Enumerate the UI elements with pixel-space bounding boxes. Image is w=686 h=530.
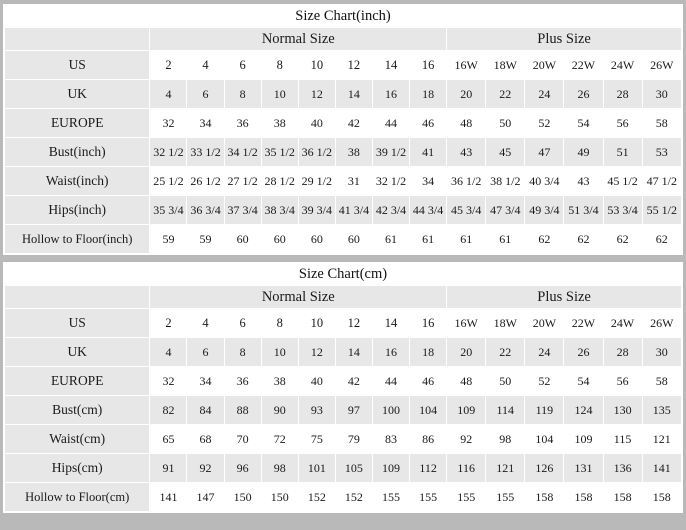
cell: 24 <box>525 338 564 367</box>
cell: 6 <box>224 309 261 338</box>
page-title: Size Chart(cm) <box>5 264 682 286</box>
cell: 18 <box>410 80 447 109</box>
cell: 97 <box>335 396 372 425</box>
cell: 4 <box>150 80 187 109</box>
table-title-row <box>5 6 682 28</box>
cell: 8 <box>224 80 261 109</box>
cell: 24 <box>525 80 564 109</box>
row-label-hips: Hips(inch) <box>5 196 150 225</box>
cell: 54 <box>564 109 603 138</box>
cell: 12 <box>298 80 335 109</box>
table-row-waist <box>5 425 682 454</box>
cell: 52 <box>525 367 564 396</box>
table-row-bust <box>5 138 682 167</box>
cell: 40 3/4 <box>525 167 564 196</box>
cell: 61 <box>410 225 447 254</box>
table-row-waist <box>5 167 682 196</box>
cell: 79 <box>335 425 372 454</box>
table-row-hips <box>5 196 682 225</box>
cell: 158 <box>642 483 681 512</box>
cell: 44 <box>372 109 409 138</box>
row-label-us: US <box>5 51 150 80</box>
cell: 16 <box>372 338 409 367</box>
cell: 42 <box>335 109 372 138</box>
cell: 131 <box>564 454 603 483</box>
cell: 34 1/2 <box>224 138 261 167</box>
cell: 45 3/4 <box>447 196 486 225</box>
cell: 136 <box>603 454 642 483</box>
cell: 49 3/4 <box>525 196 564 225</box>
cell: 51 <box>603 138 642 167</box>
cell: 26W <box>642 309 681 338</box>
cell: 60 <box>335 225 372 254</box>
cell: 147 <box>187 483 224 512</box>
cell: 92 <box>187 454 224 483</box>
row-label-us: US <box>5 309 150 338</box>
cell: 16 <box>410 51 447 80</box>
size-chart-inch <box>3 4 683 255</box>
cell: 43 <box>564 167 603 196</box>
cell: 29 1/2 <box>298 167 335 196</box>
cell: 46 <box>410 367 447 396</box>
cell: 18W <box>486 51 525 80</box>
cell: 2 <box>150 51 187 80</box>
cell: 62 <box>642 225 681 254</box>
cell: 47 1/2 <box>642 167 681 196</box>
table-row-us <box>5 309 682 338</box>
cell: 43 <box>447 138 486 167</box>
cell: 91 <box>150 454 187 483</box>
cell: 50 <box>486 367 525 396</box>
cell: 48 <box>447 109 486 138</box>
cell: 24W <box>603 309 642 338</box>
cell: 14 <box>372 309 409 338</box>
cell: 16W <box>447 309 486 338</box>
cell: 54 <box>564 367 603 396</box>
row-label-hollow-to-floor: Hollow to Floor(cm) <box>5 483 150 512</box>
cell: 4 <box>150 338 187 367</box>
cell: 8 <box>261 309 298 338</box>
cell: 37 3/4 <box>224 196 261 225</box>
cell: 62 <box>603 225 642 254</box>
cell: 20 <box>447 338 486 367</box>
cell: 96 <box>224 454 261 483</box>
cell: 28 <box>603 80 642 109</box>
cell: 141 <box>642 454 681 483</box>
cell: 50 <box>486 109 525 138</box>
cell: 27 1/2 <box>224 167 261 196</box>
cell: 42 <box>335 367 372 396</box>
cell: 150 <box>261 483 298 512</box>
table-row-us <box>5 51 682 80</box>
cell: 84 <box>187 396 224 425</box>
cell: 62 <box>564 225 603 254</box>
cell: 53 <box>642 138 681 167</box>
cell: 20W <box>525 309 564 338</box>
cell: 44 3/4 <box>410 196 447 225</box>
cell: 90 <box>261 396 298 425</box>
cell: 14 <box>335 80 372 109</box>
cell: 36 <box>224 367 261 396</box>
cell: 36 <box>224 109 261 138</box>
cell: 70 <box>224 425 261 454</box>
cell: 12 <box>335 51 372 80</box>
cell: 26 <box>564 338 603 367</box>
cell: 86 <box>410 425 447 454</box>
cell: 155 <box>372 483 409 512</box>
cell: 75 <box>298 425 335 454</box>
cell: 45 1/2 <box>603 167 642 196</box>
row-label-uk: UK <box>5 80 150 109</box>
cell: 40 <box>298 367 335 396</box>
cell: 30 <box>642 338 681 367</box>
cell: 34 <box>410 167 447 196</box>
cell: 155 <box>447 483 486 512</box>
cell: 92 <box>447 425 486 454</box>
cell: 26W <box>642 51 681 80</box>
cell: 158 <box>603 483 642 512</box>
cell: 38 <box>261 367 298 396</box>
cell: 18W <box>486 309 525 338</box>
table-row-hollow-to-floor <box>5 225 682 254</box>
cell: 83 <box>372 425 409 454</box>
cell: 104 <box>410 396 447 425</box>
cell: 150 <box>224 483 261 512</box>
cell: 12 <box>335 309 372 338</box>
cell: 38 3/4 <box>261 196 298 225</box>
cell: 44 <box>372 367 409 396</box>
cell: 61 <box>372 225 409 254</box>
cell: 28 1/2 <box>261 167 298 196</box>
cell: 20 <box>447 80 486 109</box>
row-label-uk: UK <box>5 338 150 367</box>
cell: 36 1/2 <box>447 167 486 196</box>
cell: 72 <box>261 425 298 454</box>
cell: 14 <box>372 51 409 80</box>
cell: 58 <box>642 109 681 138</box>
cell: 116 <box>447 454 486 483</box>
cell: 109 <box>564 425 603 454</box>
table-group-row <box>5 286 682 309</box>
cell: 88 <box>224 396 261 425</box>
cell: 98 <box>261 454 298 483</box>
cell: 22W <box>564 309 603 338</box>
table-row-hips <box>5 454 682 483</box>
cell: 119 <box>525 396 564 425</box>
row-label-bust: Bust(inch) <box>5 138 150 167</box>
group-normal-size: Normal Size <box>150 28 447 51</box>
cell: 60 <box>261 225 298 254</box>
cell: 58 <box>642 367 681 396</box>
cell: 51 3/4 <box>564 196 603 225</box>
cell: 59 <box>150 225 187 254</box>
cell: 98 <box>486 425 525 454</box>
cell: 16 <box>372 80 409 109</box>
cell: 52 <box>525 109 564 138</box>
cell: 59 <box>187 225 224 254</box>
cell: 42 3/4 <box>372 196 409 225</box>
cell: 32 1/2 <box>150 138 187 167</box>
cell: 4 <box>187 51 224 80</box>
table-row-europe <box>5 109 682 138</box>
cell: 20W <box>525 51 564 80</box>
row-label-waist: Waist(cm) <box>5 425 150 454</box>
cell: 126 <box>525 454 564 483</box>
cell: 8 <box>261 51 298 80</box>
cell: 36 3/4 <box>187 196 224 225</box>
cell: 40 <box>298 109 335 138</box>
size-chart-cm <box>3 262 683 513</box>
cell: 104 <box>525 425 564 454</box>
cell: 68 <box>187 425 224 454</box>
cell: 32 1/2 <box>372 167 409 196</box>
cell: 100 <box>372 396 409 425</box>
cell: 24W <box>603 51 642 80</box>
cell: 60 <box>224 225 261 254</box>
cell: 22 <box>486 80 525 109</box>
cell: 38 <box>335 138 372 167</box>
cell: 34 <box>187 109 224 138</box>
row-label-hips: Hips(cm) <box>5 454 150 483</box>
cell: 6 <box>224 51 261 80</box>
cell: 16 <box>410 309 447 338</box>
cell: 82 <box>150 396 187 425</box>
cell: 26 <box>564 80 603 109</box>
cell: 109 <box>447 396 486 425</box>
corner-blank <box>5 286 150 309</box>
cell: 49 <box>564 138 603 167</box>
cell: 8 <box>224 338 261 367</box>
cell: 121 <box>642 425 681 454</box>
group-plus-size: Plus Size <box>447 286 682 309</box>
row-label-hollow-to-floor: Hollow to Floor(inch) <box>5 225 150 254</box>
cell: 53 3/4 <box>603 196 642 225</box>
cell: 33 1/2 <box>187 138 224 167</box>
cell: 155 <box>410 483 447 512</box>
cell: 56 <box>603 109 642 138</box>
cell: 10 <box>298 309 335 338</box>
cell: 45 <box>486 138 525 167</box>
cell: 35 3/4 <box>150 196 187 225</box>
cell: 61 <box>447 225 486 254</box>
cell: 10 <box>298 51 335 80</box>
cell: 112 <box>410 454 447 483</box>
cell: 62 <box>525 225 564 254</box>
cell: 31 <box>335 167 372 196</box>
cell: 105 <box>335 454 372 483</box>
table-row-uk <box>5 80 682 109</box>
group-normal-size: Normal Size <box>150 286 447 309</box>
cell: 47 3/4 <box>486 196 525 225</box>
cell: 46 <box>410 109 447 138</box>
cell: 38 <box>261 109 298 138</box>
cell: 152 <box>335 483 372 512</box>
cell: 65 <box>150 425 187 454</box>
cell: 32 <box>150 367 187 396</box>
row-label-europe: EUROPE <box>5 367 150 396</box>
table-group-row <box>5 28 682 51</box>
cell: 30 <box>642 80 681 109</box>
size-chart-inch-table <box>4 5 682 254</box>
table-row-europe <box>5 367 682 396</box>
row-label-europe: EUROPE <box>5 109 150 138</box>
corner-blank <box>5 28 150 51</box>
cell: 4 <box>187 309 224 338</box>
cell: 152 <box>298 483 335 512</box>
cell: 60 <box>298 225 335 254</box>
row-label-waist: Waist(inch) <box>5 167 150 196</box>
cell: 155 <box>486 483 525 512</box>
cell: 10 <box>261 338 298 367</box>
cell: 93 <box>298 396 335 425</box>
table-row-hollow-to-floor <box>5 483 682 512</box>
cell: 55 1/2 <box>642 196 681 225</box>
cell: 26 1/2 <box>187 167 224 196</box>
cell: 16W <box>447 51 486 80</box>
cell: 101 <box>298 454 335 483</box>
table-title-row <box>5 264 682 286</box>
cell: 114 <box>486 396 525 425</box>
cell: 10 <box>261 80 298 109</box>
cell: 38 1/2 <box>486 167 525 196</box>
cell: 6 <box>187 80 224 109</box>
cell: 34 <box>187 367 224 396</box>
cell: 2 <box>150 309 187 338</box>
cell: 48 <box>447 367 486 396</box>
cell: 25 1/2 <box>150 167 187 196</box>
cell: 47 <box>525 138 564 167</box>
size-chart-cm-table <box>4 263 682 512</box>
cell: 12 <box>298 338 335 367</box>
cell: 22W <box>564 51 603 80</box>
page-title: Size Chart(inch) <box>5 6 682 28</box>
cell: 35 1/2 <box>261 138 298 167</box>
cell: 39 1/2 <box>372 138 409 167</box>
cell: 121 <box>486 454 525 483</box>
row-label-bust: Bust(cm) <box>5 396 150 425</box>
cell: 36 1/2 <box>298 138 335 167</box>
cell: 22 <box>486 338 525 367</box>
cell: 130 <box>603 396 642 425</box>
cell: 141 <box>150 483 187 512</box>
cell: 18 <box>410 338 447 367</box>
table-row-bust <box>5 396 682 425</box>
cell: 61 <box>486 225 525 254</box>
cell: 32 <box>150 109 187 138</box>
cell: 6 <box>187 338 224 367</box>
cell: 56 <box>603 367 642 396</box>
cell: 158 <box>564 483 603 512</box>
cell: 41 <box>410 138 447 167</box>
group-plus-size: Plus Size <box>447 28 682 51</box>
cell: 115 <box>603 425 642 454</box>
cell: 41 3/4 <box>335 196 372 225</box>
cell: 28 <box>603 338 642 367</box>
table-row-uk <box>5 338 682 367</box>
cell: 39 3/4 <box>298 196 335 225</box>
cell: 158 <box>525 483 564 512</box>
cell: 14 <box>335 338 372 367</box>
cell: 109 <box>372 454 409 483</box>
cell: 135 <box>642 396 681 425</box>
cell: 124 <box>564 396 603 425</box>
